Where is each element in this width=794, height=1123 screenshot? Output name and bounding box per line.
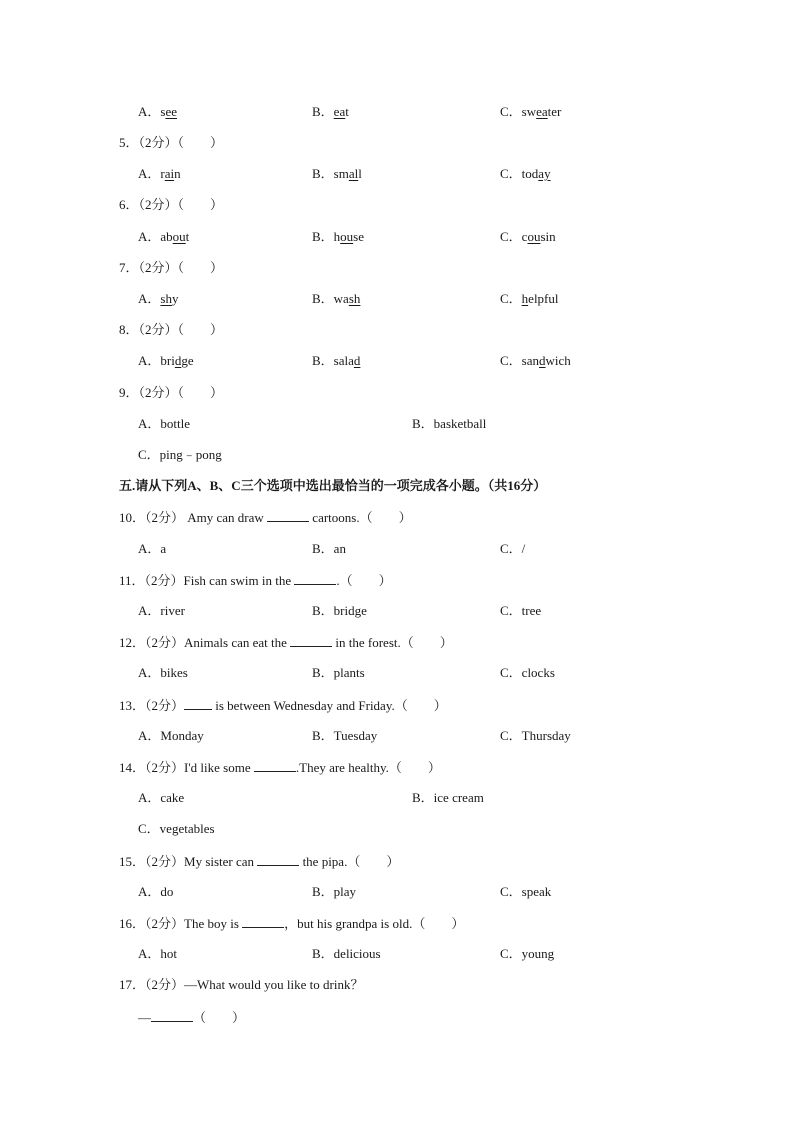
question-number: 13．（2分） (119, 698, 185, 713)
question-number: 6．（2分）（ ） (119, 197, 224, 212)
option-a[interactable]: A．Monday (138, 728, 204, 743)
question-6 (0, 195, 794, 215)
stem-pre: Animals can eat the (184, 635, 291, 650)
question-text (119, 632, 453, 653)
answer-blank[interactable] (257, 851, 299, 866)
option-b[interactable]: B．basketball (412, 416, 487, 431)
question-10 (0, 507, 794, 527)
options-row-q14-c (0, 819, 794, 839)
question-number: 7．（2分）（ ） (119, 260, 224, 275)
question-11 (0, 570, 794, 590)
option-b[interactable]: B．Tuesday (312, 728, 378, 743)
option-c[interactable]: C．helpful (500, 291, 559, 306)
question-12 (0, 632, 794, 652)
option-c[interactable]: C．young (500, 946, 555, 961)
option-b[interactable]: B．house (312, 229, 365, 244)
question-17 (0, 975, 794, 995)
option-b[interactable]: B．small (312, 166, 362, 181)
option-b[interactable]: B．an (312, 541, 346, 556)
answer-blank[interactable] (254, 757, 296, 772)
answer-line-q17 (0, 1007, 794, 1027)
option-a[interactable]: A．see (138, 104, 177, 119)
stem-pre: My sister can (184, 854, 258, 869)
question-number: 8．（2分）（ ） (119, 322, 224, 337)
option-c[interactable]: C．today (500, 166, 551, 181)
options-row-q9 (0, 414, 794, 434)
options-row-q6 (0, 227, 794, 247)
option-c[interactable]: C．sandwich (500, 353, 571, 368)
question-text (119, 975, 363, 995)
option-b[interactable]: B．salad (312, 353, 361, 368)
option-c[interactable]: C．/ (500, 541, 526, 556)
options-row-q11 (0, 601, 794, 621)
answer-blank[interactable] (290, 632, 332, 647)
question-text (119, 913, 464, 934)
options-row-q9-c (0, 445, 794, 465)
answer-blank[interactable] (294, 570, 336, 585)
option-b[interactable]: B．ice cream (412, 790, 484, 805)
option-a[interactable]: A．bikes (138, 665, 188, 680)
answer-blank[interactable] (267, 507, 309, 522)
options-row-q5 (0, 164, 794, 184)
option-c[interactable]: C．cousin (500, 229, 556, 244)
options-row-q14 (0, 788, 794, 808)
option-a[interactable]: A．hot (138, 946, 178, 961)
question-text (119, 757, 441, 778)
option-a[interactable]: A．rain (138, 166, 181, 181)
option-a[interactable]: A．about (138, 229, 190, 244)
options-row-q16 (0, 944, 794, 964)
stem-post: cartoons.（ ） (309, 510, 412, 525)
option-a[interactable]: A．a (138, 541, 167, 556)
question-5 (0, 133, 794, 153)
question-number: 10．（2分） (119, 510, 185, 525)
question-number: 14．（2分） (119, 760, 185, 775)
stem-pre: The boy is (184, 916, 243, 931)
question-15 (0, 851, 794, 871)
answer-blank[interactable] (184, 695, 212, 710)
options-row-q7 (0, 289, 794, 309)
option-c[interactable]: C．tree (500, 603, 542, 618)
answer-blank[interactable] (242, 913, 284, 928)
option-b[interactable]: B．wash (312, 291, 361, 306)
options-row-q12 (0, 663, 794, 683)
option-b[interactable]: B．play (312, 884, 357, 899)
question-14 (0, 757, 794, 777)
option-b[interactable]: B．eat (312, 104, 349, 119)
option-b[interactable]: B．bridge (312, 603, 367, 618)
question-number: 11．（2分） (119, 573, 184, 588)
section-header (0, 476, 794, 496)
stem-post: in the forest.（ ） (332, 635, 453, 650)
question-text (119, 507, 412, 528)
option-b[interactable]: B．plants (312, 665, 365, 680)
stem-post: .They are healthy.（ ） (295, 760, 441, 775)
question-number: 12．（2分） (119, 635, 185, 650)
option-a[interactable]: A．shy (138, 291, 179, 306)
question-7 (0, 258, 794, 278)
dash: — (138, 1010, 151, 1025)
option-c[interactable]: C．speak (500, 884, 552, 899)
option-a[interactable]: A．river (138, 603, 185, 618)
question-number: 17．（2分） (119, 977, 185, 992)
question-9 (0, 383, 794, 403)
option-a[interactable]: A．do (138, 884, 174, 899)
question-number: 5．（2分）（ ） (119, 135, 224, 150)
stem-post: .（ ） (336, 573, 392, 588)
option-a[interactable]: A．bottle (138, 416, 190, 431)
section-title: 五.请从下列A、B、C三个选项中选出最恰当的一项完成各小题。（共16分） (119, 478, 547, 493)
options-row-q8 (0, 351, 794, 371)
stem-pre: Amy can draw (187, 510, 268, 525)
option-a[interactable]: A．bridge (138, 353, 194, 368)
answer-dialogue (138, 1007, 245, 1028)
question-text (119, 851, 399, 872)
question-number: 16．（2分） (119, 916, 185, 931)
option-b[interactable]: B．delicious (312, 946, 381, 961)
question-16 (0, 913, 794, 933)
options-row-q4 (0, 102, 794, 122)
answer-paren: （ ） (193, 1010, 246, 1025)
stem-pre: Fish can swim in the (183, 573, 295, 588)
question-8 (0, 320, 794, 340)
question-number: 15．（2分） (119, 854, 185, 869)
question-number: 9．（2分）（ ） (119, 385, 224, 400)
options-row-q15 (0, 882, 794, 902)
option-c[interactable]: C．clocks (500, 665, 555, 680)
stem-pre: I'd like some (184, 760, 254, 775)
option-c[interactable]: C．sweater (500, 104, 562, 119)
stem-post: the pipa.（ ） (299, 854, 400, 869)
answer-blank[interactable] (151, 1007, 193, 1022)
stem-post: ，but his grandpa is old.（ ） (284, 916, 465, 931)
option-c[interactable]: C．Thursday (500, 728, 571, 743)
option-a[interactable]: A．cake (138, 790, 185, 805)
option-c[interactable]: C．ping﹣pong (138, 447, 222, 462)
stem-pre: —What would you like to drink？ (184, 977, 364, 992)
question-text (119, 570, 392, 591)
options-row-q13 (0, 726, 794, 746)
question-13 (0, 695, 794, 715)
stem-post: is between Wednesday and Friday.（ ） (212, 698, 447, 713)
question-text (119, 695, 447, 716)
options-row-q10 (0, 539, 794, 559)
option-c[interactable]: C．vegetables (138, 821, 215, 836)
